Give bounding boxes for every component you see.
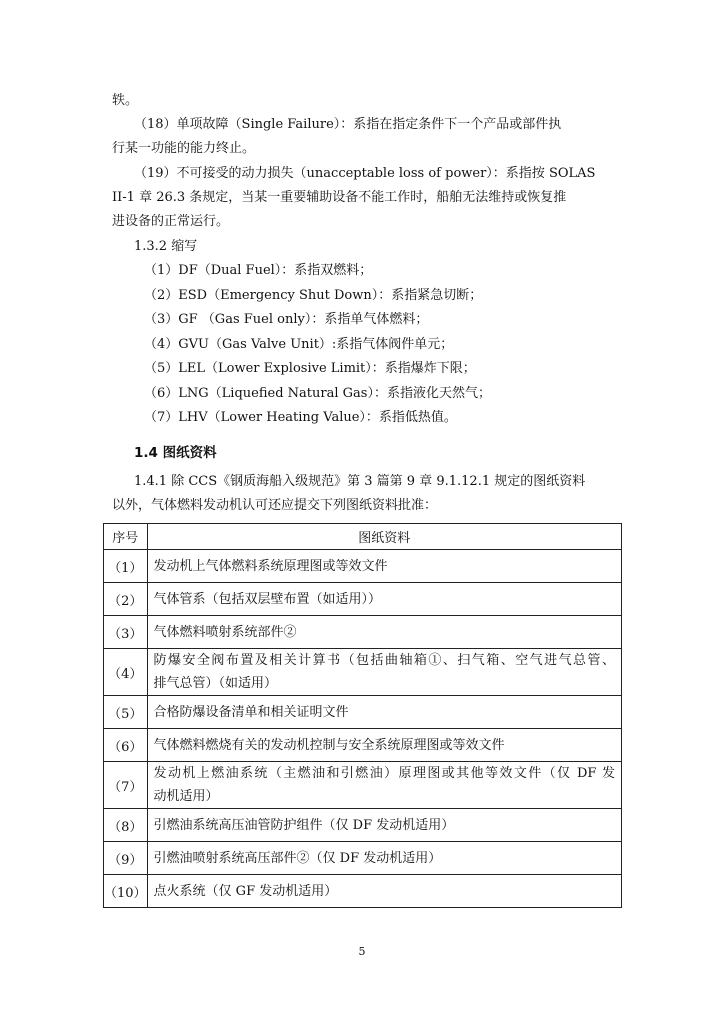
table-row [104,550,622,583]
table-row [104,875,622,908]
row-description-line: 防爆安全阀布置及相关计算书（包括曲轴箱①、扫气箱、空气进气总管、 [153,653,615,668]
row-description-line: 发动机上气体燃料系统原理图或等效文件 [153,558,388,574]
header-drawings: 图纸资料 [147,524,621,550]
row-description-line: 气体燃料燃烧有关的发动机控制与安全系统原理图或等效文件 [153,737,505,753]
abbreviation-item: （2）ESD（Emergency Shut Down）：系指紧急切断； [144,288,483,303]
row-description [147,729,621,762]
row-number: （6） [104,729,148,762]
text-line: II-1 章 26.3 条规定，当某一重要辅助设备不能工作时，船舶无法维持或恢复推 [112,190,567,205]
row-description [147,649,621,696]
section-title: 1.3.2 缩写 [134,239,198,254]
row-description-line: 气体管系（包括双层壁布置（如适用）） [153,591,382,607]
row-description-line: 点火系统（仅 GF 发动机适用） [153,883,338,899]
row-number: （2） [104,583,148,616]
row-description [147,696,621,729]
abbreviation-item: （7）LHV（Lower Heating Value）：系指低热值。 [144,410,457,425]
table-row [104,809,622,842]
row-description-line: 合格防爆设备清单和相关证明文件 [153,704,349,720]
row-description-line: 引燃油喷射系统高压部件②（仅 DF 发动机适用） [153,850,442,866]
section-heading: 1.4 图纸资料 [134,445,217,461]
row-number: （7） [104,762,148,809]
page-number: 5 [358,945,366,958]
header-number: 序号 [104,524,148,550]
row-description [147,762,621,809]
drawings-table [103,523,622,908]
text-line: 轶。 [112,93,139,108]
text-line: （18）单项故障（Single Failure）：系指在指定条件下一个产品或部件执 [134,117,562,132]
abbreviation-item: （6）LNG（Liquefied Natural Gas）：系指液化天然气； [144,386,491,401]
row-description-line: 引燃油系统高压油管防护组件（仅 DF 发动机适用） [153,817,455,833]
paragraph-line: 1.4.1 除 CCS《钢质海船入级规范》第 3 篇第 9 章 9.1.12.1 规定的图纸资料 [134,474,586,489]
row-description-line: 动机适用） [153,789,219,804]
table-row [104,762,622,809]
paragraph-line: 以外，气体燃料发动机认可还应提交下列图纸资料批准： [112,498,438,513]
row-number: （1） [104,550,148,583]
table-row [104,649,622,696]
row-description [147,809,621,842]
abbreviation-item: （4）GVU（Gas Valve Unit）:系指气体阀件单元； [144,337,454,352]
text-line: 行某一功能的能力终止。 [112,141,256,156]
table-row [104,729,622,762]
row-description-line: 发动机上燃油系统（主燃油和引燃油）原理图或其他等效文件（仅 DF 发 [153,766,615,781]
row-number: （8） [104,809,148,842]
row-description [147,875,621,908]
row-number: （10） [104,875,148,908]
row-description-line: 气体燃料喷射系统部件② [153,624,297,640]
row-number: （4） [104,649,148,696]
table-row [104,583,622,616]
table-header-row [104,524,622,550]
table-row [104,696,622,729]
abbreviation-item: （3）GF （Gas Fuel only）：系指单气体燃料； [144,312,429,327]
abbreviation-item: （5）LEL（Lower Explosive Limit）：系指爆炸下限； [144,361,476,376]
text-line: （19）不可接受的动力损失（unacceptable loss of power）：系指按 SOLAS [134,166,596,181]
row-description [147,842,621,875]
table-row [104,616,622,649]
row-description-line: 排气总管）（如适用） [153,676,278,691]
row-number: （5） [104,696,148,729]
table-row [104,842,622,875]
row-number: （9） [104,842,148,875]
row-description [147,616,621,649]
row-number: （3） [104,616,148,649]
text-line: 进设备的正常运行。 [112,214,230,229]
abbreviation-item: （1）DF（Dual Fuel）：系指双燃料； [144,263,373,278]
row-description [147,583,621,616]
row-description [147,550,621,583]
table-body [104,550,622,908]
